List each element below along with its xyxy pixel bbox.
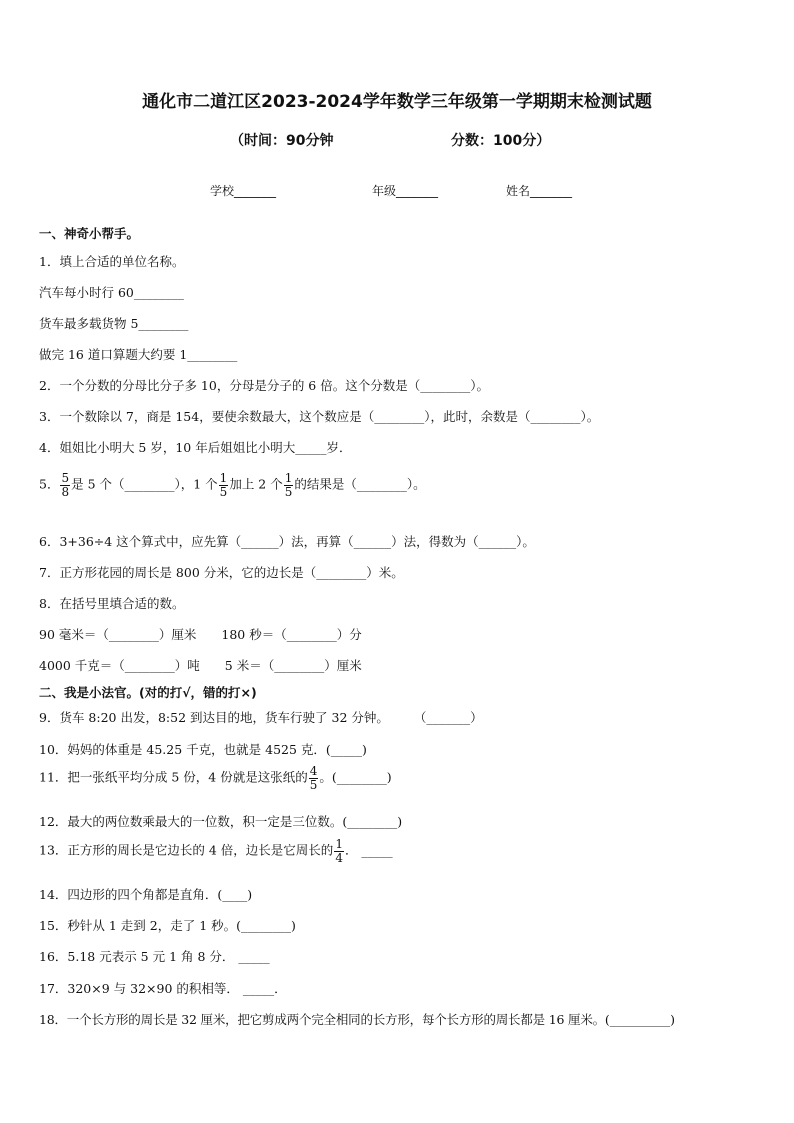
question-line: 9．货车 8:20 出发，8:52 到达目的地，货车行驶了 32 分钟。 （_______） [39,710,483,725]
section2-heading: 二、我是小法官。(对的打√，错的打×) [39,685,257,700]
question-line: 18．一个长方形的周长是 32 厘米，把它剪成两个完全相同的长方形，每个长方形的周长都是 16 厘米。(__________) [39,1012,675,1027]
fraction: $\frac{4}{5}$ [309,764,318,792]
question-line: 做完 16 道口算题大约要 1________ [39,347,238,362]
question-line: 6．3+36÷4 这个算式中，应先算（______）法，再算（______）法，得数为（______）。 [39,534,535,549]
section1-heading: 一、神奇小帮手。 [39,226,140,241]
fraction: $\frac{1}{4}$ [335,837,343,865]
q5-mid1: 是 5 个（________），1 个 [71,476,218,492]
question-line: 17．320×9 与 32×90 的积相等． _____． [39,981,287,996]
school-field: 学校_______ [210,184,277,198]
grade-field: 年级_______ [372,184,439,198]
q5-mid2: 加上 2 个 [229,476,283,492]
page-title: 通化市二道江区2023-2024学年数学三年级第一学期期末检测试题 [142,92,652,112]
question-line: 14．四边形的四个角都是直角．(____) [39,887,253,902]
question-line: 15．秒针从 1 走到 2，走了 1 秒。(________) [39,918,296,933]
fraction: $\frac{1}{5}$ [219,471,228,499]
q11-post: 。(________) [319,769,392,785]
question-line: 10．妈妈的体重是 45.25 千克，也就是 4525 克．(_____) [39,742,367,757]
question-line: 7．正方形花园的周长是 800 分米，它的边长是（________）米。 [39,565,404,580]
question-line: 8．在括号里填合适的数。 [39,596,185,611]
question-line: 4000 千克＝（________）吨 5 米＝（________）厘米 [39,658,362,673]
q5-pre: 5． [39,476,60,492]
question-line: 货车最多载货物 5________ [39,316,189,331]
q5-post: 的结果是（________）。 [294,476,426,492]
question-line: 汽车每小时行 60________ [39,285,184,300]
question-line: 90 毫米＝（________）厘米 180 秒＝（________）分 [39,627,362,642]
question-line: 3．一个数除以 7，商是 154，要使余数最大，这个数应是（________），此时，余数是（________）。 [39,409,600,424]
question-line: 2．一个分数的分母比分子多 10，分母是分子的 6 倍。这个分数是（________）。 [39,378,489,393]
exam-time: （时间：90分钟 [230,133,334,149]
fraction: $\frac{1}{5}$ [284,471,293,499]
exam-score: 分数：100分） [451,133,551,149]
question-5 [39,472,426,498]
q11-pre: 11．把一张纸平均分成 5 份，4 份就是这张纸的 [39,769,308,785]
question-line: 1．填上合适的单位名称。 [39,254,185,269]
question-line: 16．5.18 元表示 5 元 1 角 8 分． _____ [39,949,270,964]
name-field: 姓名_______ [506,184,573,198]
q13-post: ． _____ [344,842,393,858]
question-11 [39,765,392,791]
q13-pre: 13．正方形的周长是它边长的 4 倍，边长是它周长的 [39,842,334,858]
question-line: 4．姐姐比小明大 5 岁，10 年后姐姐比小明大_____岁． [39,440,352,455]
question-13 [39,838,393,864]
fraction: $\frac{5}{8}$ [61,471,70,499]
question-line: 12．最大的两位数乘最大的一位数，积一定是三位数。(________) [39,814,403,829]
